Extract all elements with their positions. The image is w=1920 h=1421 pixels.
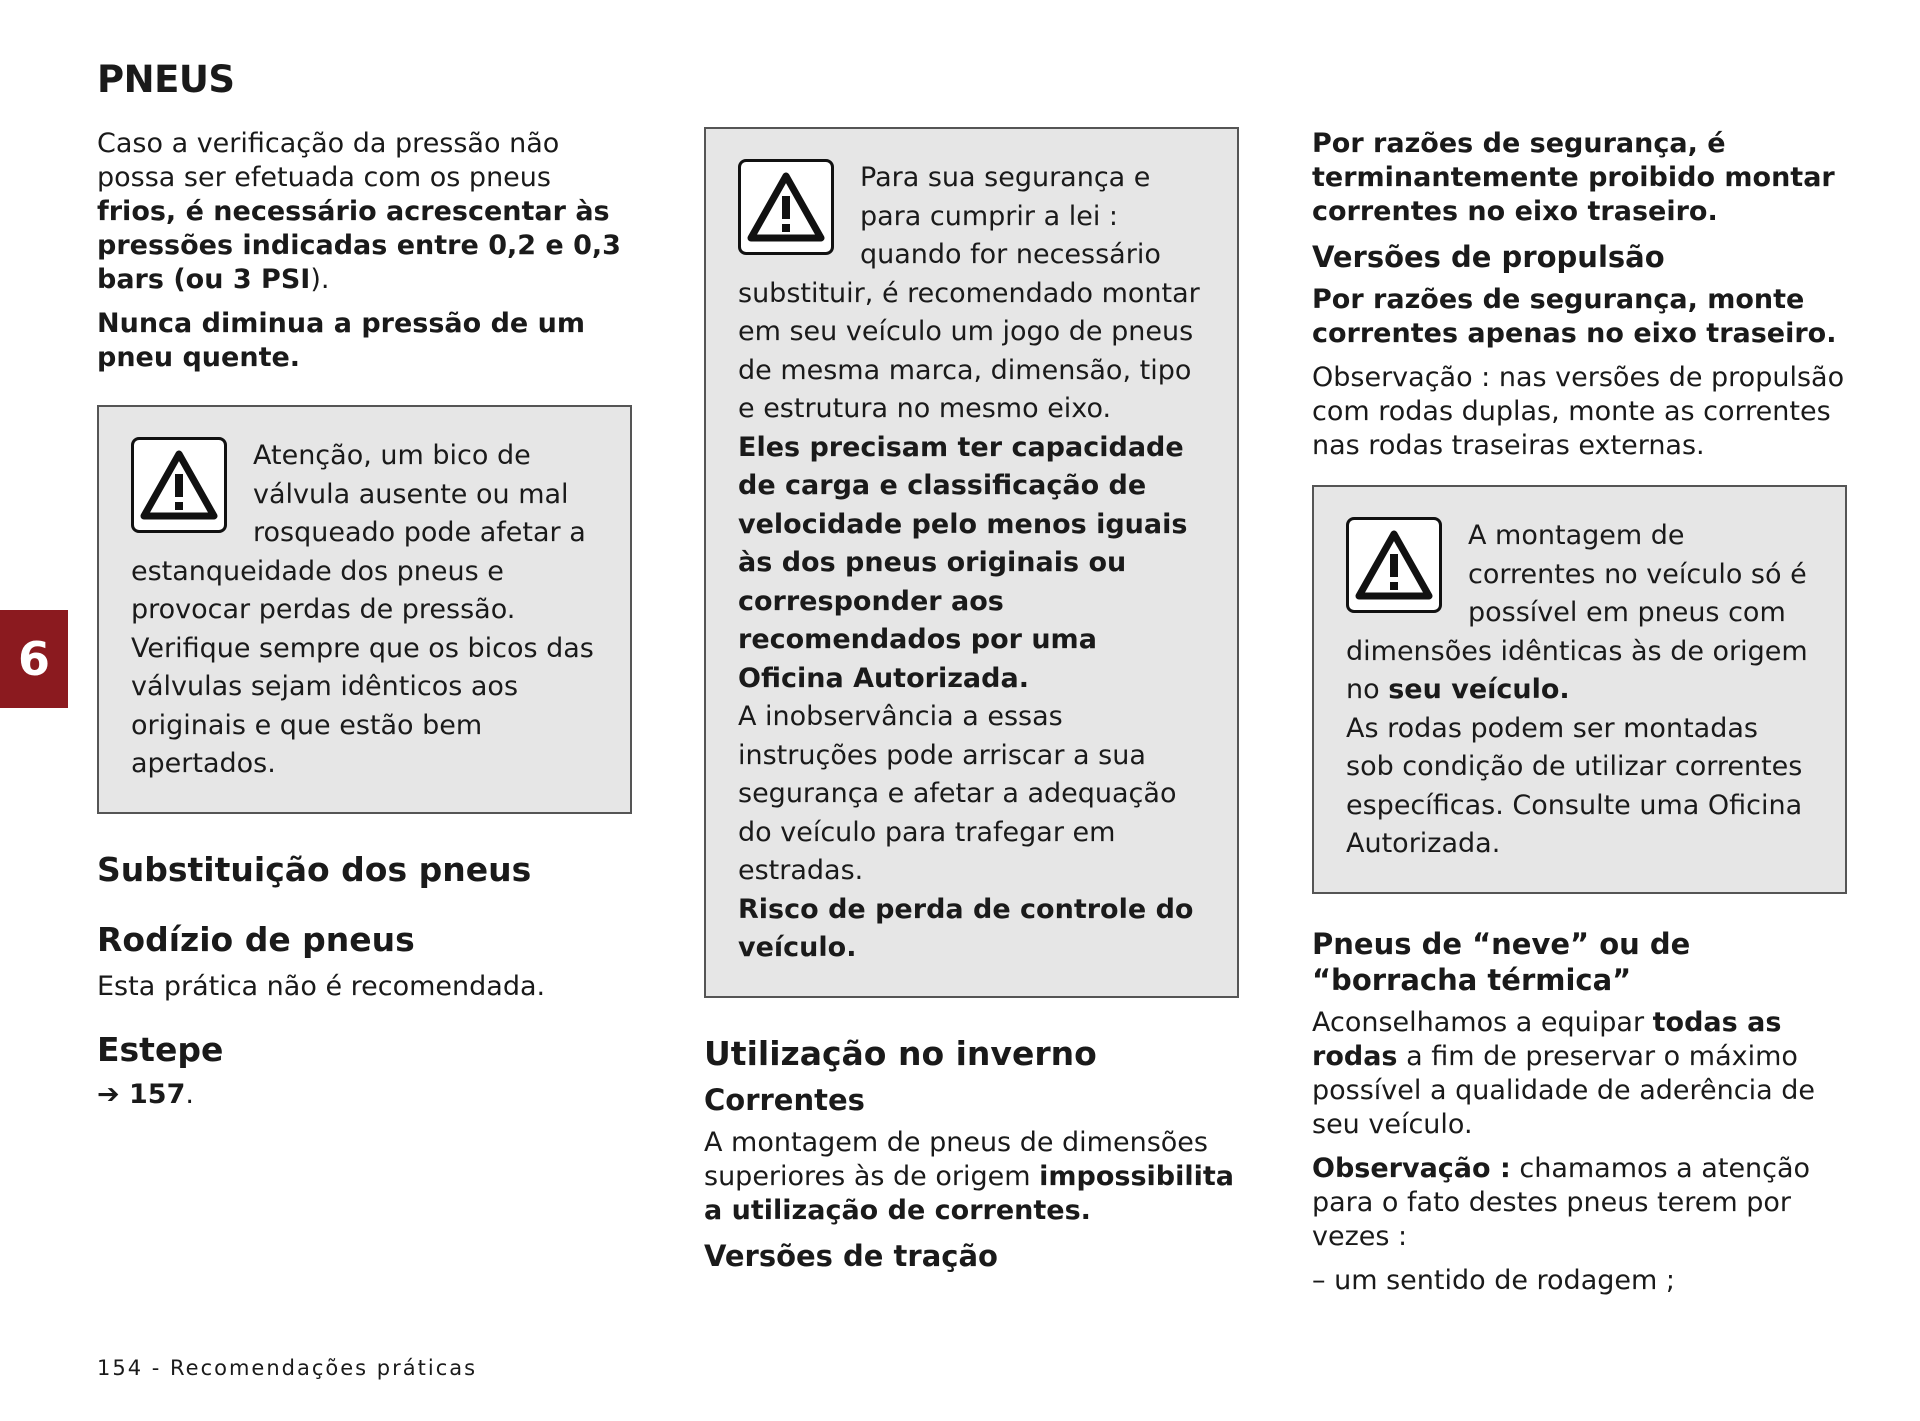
chains-warning-text-2: As rodas podem ser montadas sob condição de utilizar correntes específicas. Consulte uma Oficina Autorizada. [1346,712,1803,859]
section-title-tracao: Versões de tração [704,1238,998,1273]
replacement-warning-text-3: A inobservância a essas instruções pode arriscar a sua segurança e afetar a adequação do veículo para trafegar em estradas. [738,701,1177,886]
replacement-warning-text-2 [738,429,1205,699]
pressure-end-text: ). [310,264,330,295]
pressure-text: Caso a verificação da pressão não possa ser efetuada com os pneus [97,128,560,193]
correntes-normal-text: A montagem de pneus de dimensões superiores às de origem [704,1126,1208,1192]
correntes-text [704,1126,1239,1228]
pressure-bold-text: frios, é necessário acrescentar às pressões indicadas entre 0,2 e 0,3 bars (ou 3 PSI [97,196,621,295]
correntes-bold-text: impossibilita a utilização de correntes. [704,1160,1234,1226]
hot-tyre-warning [97,307,632,375]
section-title-correntes: Correntes [704,1082,865,1117]
valve-warning-text-1: Atenção, um bico de válvula ausente ou mal rosqueado pode afetar a estanqueidade dos pneus e provocar perdas de pressão. [131,440,586,625]
bullet-item: – um sentido de rodagem ; [1312,1264,1675,1296]
valve-warning-text-2: Verifique sempre que os bicos das válvulas sejam idênticos aos originais e que estão bem apertados. [131,632,594,779]
column-3 [1312,127,1847,1308]
section-title-inverno: Utilização no inverno [704,1033,1097,1073]
estepe-reference [97,1078,632,1112]
snow-text-a: Aconselhamos a equipar [1312,1006,1653,1038]
snow-tyres-text [1312,1006,1847,1142]
column-1 [97,127,632,1122]
replacement-warning-box [704,127,1239,998]
propulsion-safety-text [1312,283,1847,351]
propulsion-bold-text: Por razões de segurança, monte correntes apenas no eixo traseiro. [1312,284,1837,349]
section-title-estepe: Estepe [97,1029,224,1069]
traction-bold-text: Por razões de segurança, é terminantemente proibido montar correntes no eixo traseiro. [1312,128,1835,227]
warning-triangle-icon [738,159,834,255]
snow-note-text: chamamos a atenção para o fato destes pneus terem por vezes : [1312,1152,1811,1252]
snow-note-label: Observação : [1312,1152,1511,1184]
snow-text-c: a fim de preservar o máximo possível a qualidade de aderência de seu veículo. [1312,1040,1815,1140]
chains-normal-text: A montagem de correntes no veículo só é possível em pneus com dimensões idênticas às de origem no [1346,520,1808,705]
section-title-neve: Pneus de “neve” ou de “borracha térmica” [1312,926,1691,997]
page-footer: 154 - Recomendações práticas [97,1356,478,1380]
chains-warning-box [1312,485,1847,894]
column-2 [704,127,1239,1282]
dual-wheels-note: Observação : nas versões de propulsão com rodas duplas, monte as correntes nas rodas traseiras externas. [1312,362,1845,461]
rodizio-text: Esta prática não é recomendada. [97,970,546,1002]
load-capacity-bold-text: Eles precisam ter capacidade de carga e classificação de velocidade pelo menos iguais às dos pneus originais ou corresponder aos recomendados por uma Oficina Autorizada. [738,431,1188,694]
section-title-rodizio: Rodízio de pneus [97,919,415,959]
snow-text-bold: todas as rodas [1312,1006,1782,1072]
page-reference-link[interactable]: ➔ 157 [97,1078,186,1110]
chapter-tab: 6 [0,610,68,708]
hot-tyre-text: Nunca diminua a pressão de um pneu quente. [97,308,585,373]
valve-warning-box [97,405,632,814]
risk-bold-text: Risco de perda de controle do veículo. [738,893,1194,963]
warning-triangle-icon [1346,517,1442,613]
section-title-propulsao: Versões de propulsão [1312,240,1665,274]
page-title: PNEUS [97,58,235,101]
replacement-warning-text-1: Para sua segurança e para cumprir a lei : quando for necessário substituir, é recomendado montar em seu veículo um jogo de pneus de mesma marca, dimensão, tipo e estrutura no mesmo eixo. [738,162,1200,424]
warning-triangle-icon [131,437,227,533]
section-title-substituicao: Substituição dos pneus [97,849,532,889]
chains-bold-text: seu veículo. [1388,674,1570,705]
replacement-warning-text-4 [738,891,1205,968]
estepe-dot: . [185,1078,194,1110]
traction-safety-text [1312,127,1847,229]
pressure-paragraph [97,127,632,297]
snow-note [1312,1152,1847,1254]
